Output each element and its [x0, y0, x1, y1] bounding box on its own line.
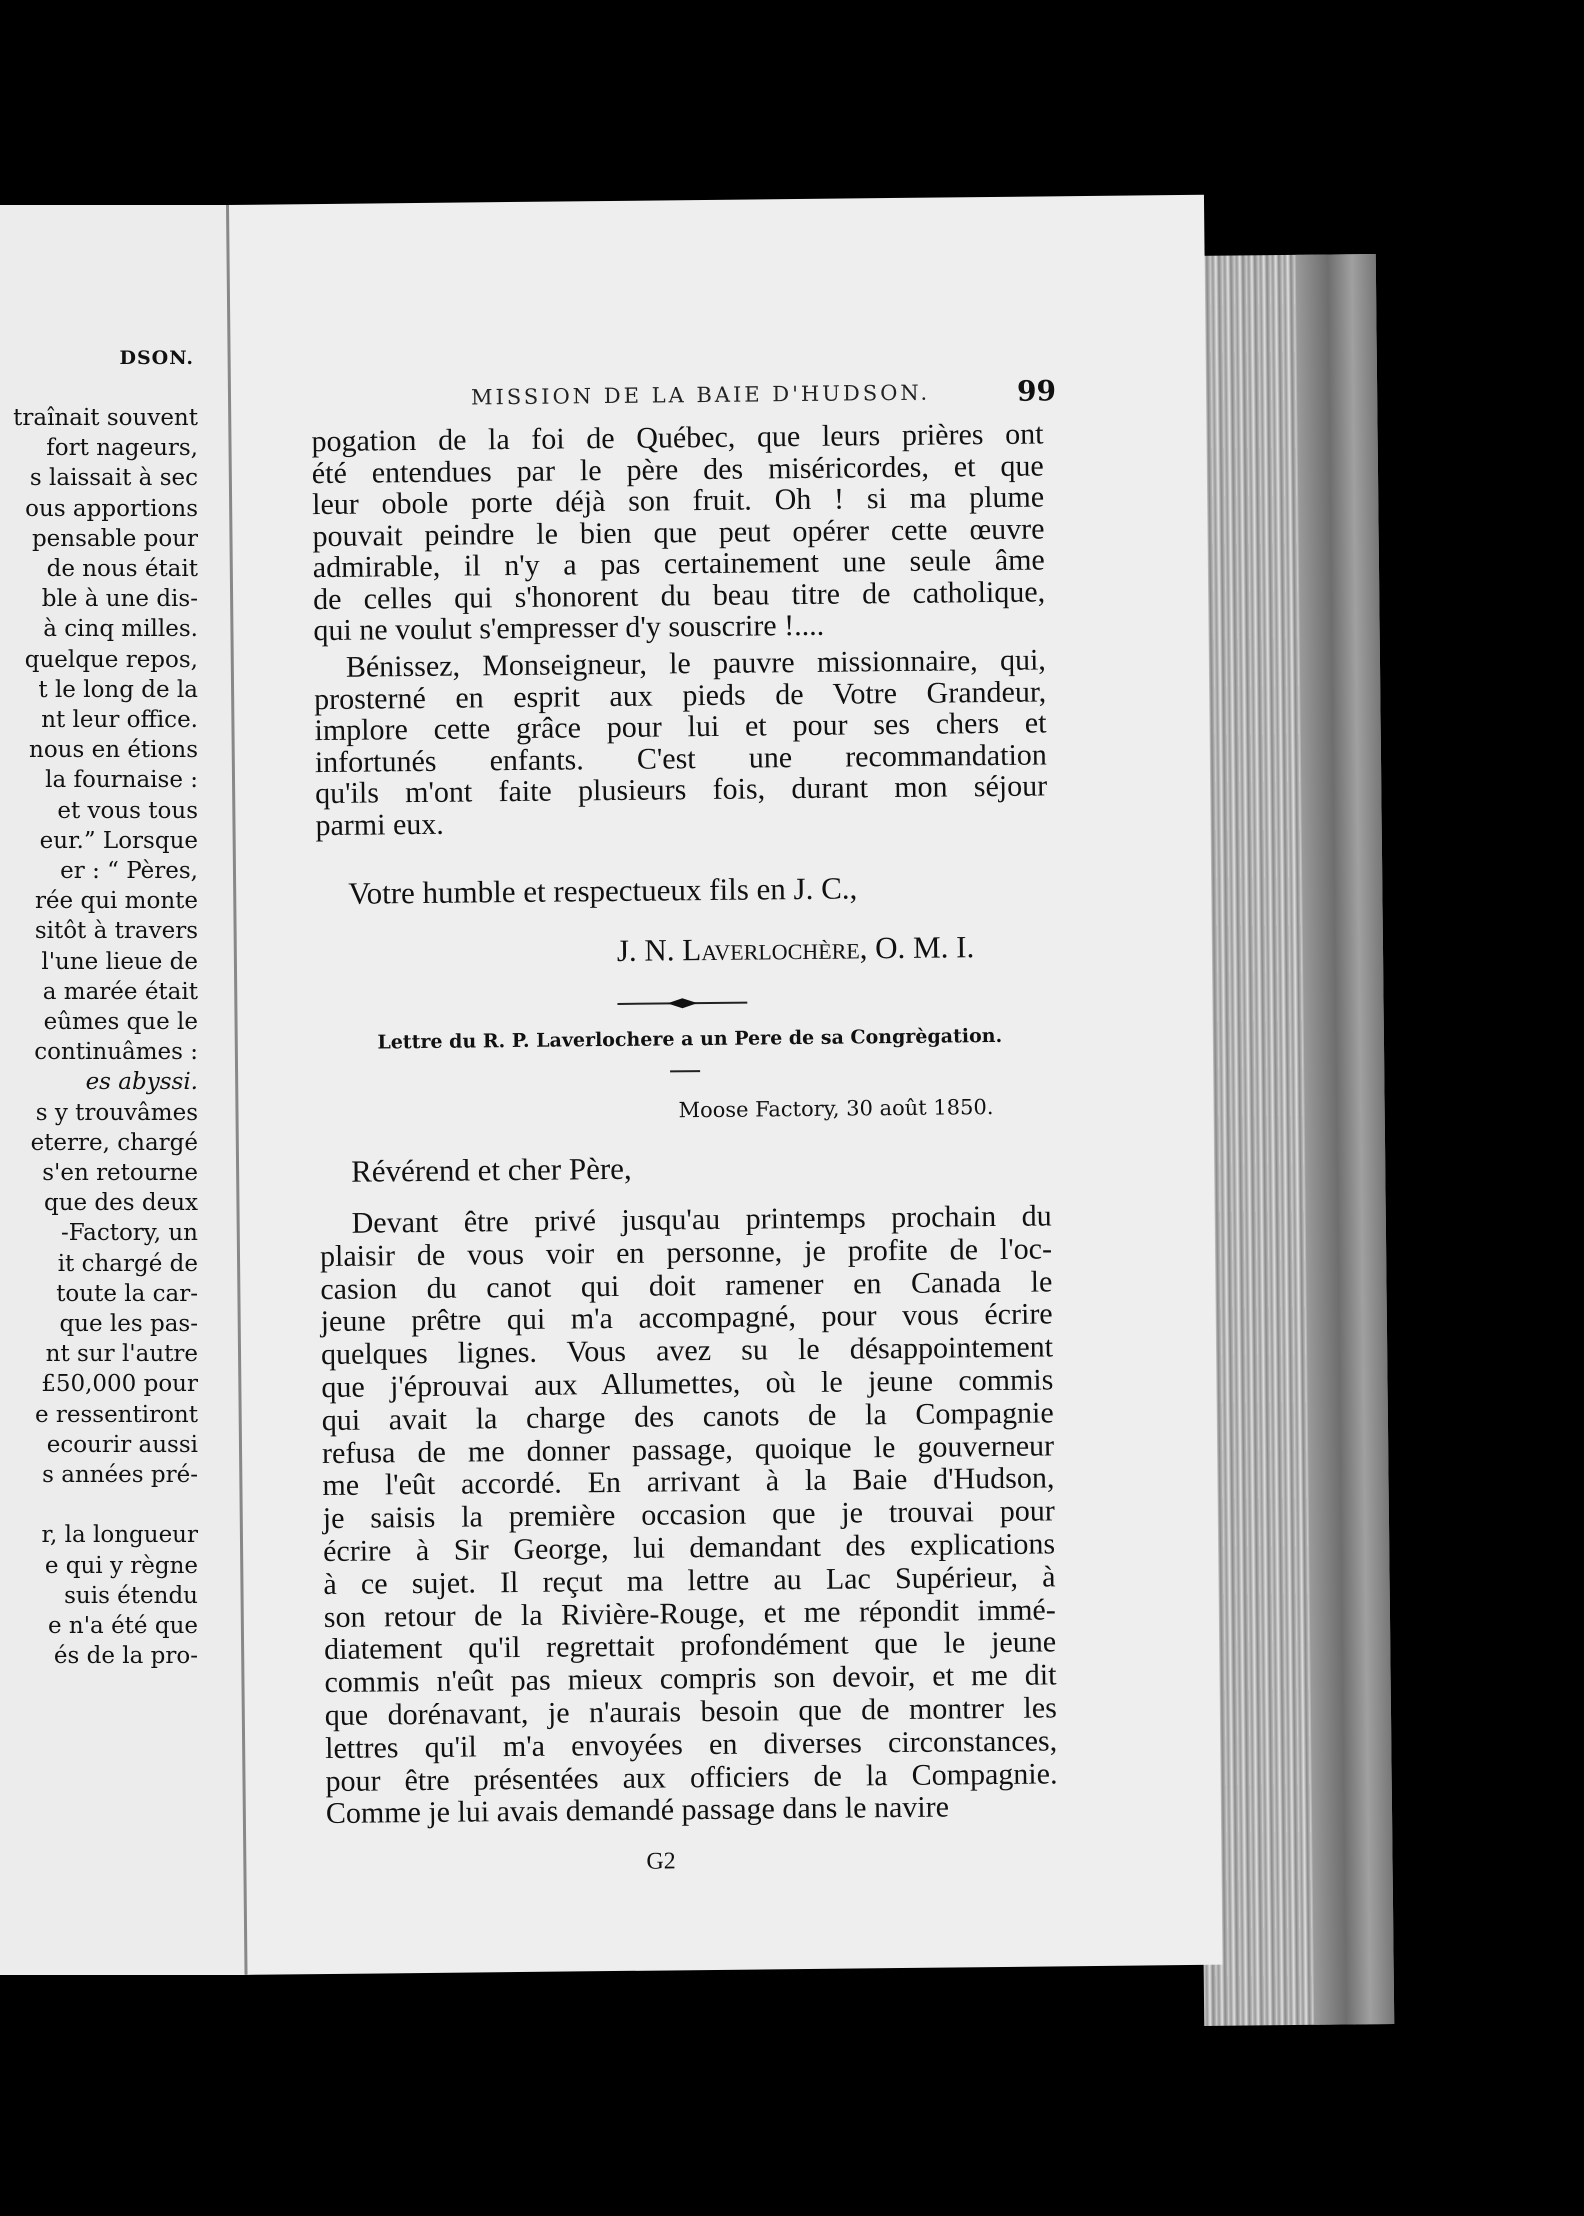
left-text-line: ous apportions	[25, 495, 198, 522]
short-rule	[670, 1070, 700, 1072]
page-number: 99	[1016, 374, 1057, 408]
left-text-line: s années pré-	[42, 1462, 198, 1488]
left-text-line: suis étendu	[64, 1582, 198, 1609]
left-text-line: rée qui monte	[34, 888, 198, 915]
left-text-line: ble à une dis-	[41, 586, 198, 613]
left-text-line: quelque repos,	[24, 646, 198, 673]
left-text-line: que les pas-	[59, 1311, 198, 1337]
text-line: plaisir de vous voir en personne, je profite de l'oc-	[319, 1232, 1053, 1273]
left-text-line: r, la longueur	[41, 1522, 198, 1549]
text-line: que j'éprouvai aux Allumettes, où le jeune commis	[321, 1363, 1054, 1405]
text-line: de celles qui s'honorent du beau titre de catholique,	[312, 574, 1046, 616]
text-line: pogation de la foi de Québec, que leurs prières ont	[311, 417, 1044, 459]
left-text-line: de nous était	[46, 556, 198, 582]
text-line: refusa de me donner passage, quoique le gouverneur	[321, 1428, 1055, 1470]
left-text-line: és de la pro-	[53, 1643, 198, 1670]
text-line: que dorénavant, je n'aurais besoin que de montrer les	[324, 1691, 1057, 1733]
left-text-line: a marée était	[42, 978, 198, 1005]
right-page	[226, 195, 1222, 1975]
left-text-line: s'en retourne	[42, 1160, 198, 1186]
text-line: diatement qu'il regrettait profondément que le jeune	[323, 1625, 1057, 1667]
left-text-line: eterre, chargé	[30, 1129, 198, 1156]
text-line: qui avait la charge des canots de la Compagnie	[321, 1396, 1054, 1437]
left-text-line: pensable pour	[31, 525, 198, 552]
left-text-line: es abyssi.	[85, 1069, 198, 1096]
left-text-line: e qui y règne	[44, 1552, 198, 1579]
text-line: qu'ils m'ont faite plusieurs fois, durant mon séjour	[314, 769, 1048, 811]
text-line: me l'eût accordé. En arrivant à la Baie d'Hudson,	[322, 1461, 1055, 1503]
left-text-line: e n'a été que	[47, 1613, 198, 1639]
text-line: pour être présentées aux officiers de la Compagnie.	[325, 1756, 1058, 1798]
left-text-line: la fournaise :	[45, 767, 198, 794]
left-text-line: fort nageurs,	[46, 435, 198, 462]
left-text-line: traînait souvent	[13, 405, 198, 431]
left-text-line: toute la car-	[56, 1280, 198, 1307]
text-line: écrire à Sir George, lui demandant des explications	[322, 1527, 1056, 1569]
left-text-line: nt sur l'autre	[45, 1341, 198, 1368]
text-line: Devant être privé jusqu'au printemps prochain du	[351, 1199, 1052, 1240]
left-text-line: à cinq milles.	[43, 616, 198, 643]
left-text-line: et vous tous	[57, 797, 198, 824]
text-line: casion du canot qui doit ramener en Canada le	[320, 1265, 1053, 1306]
text-line: lettres qu'il m'a envoyées en diverses circonstances,	[324, 1724, 1058, 1765]
left-text-line: er : “ Pères,	[60, 858, 198, 884]
left-text-line: it chargé de	[57, 1250, 198, 1277]
left-running-head: DSON.	[119, 347, 194, 369]
left-text-line: eur.” Lorsque	[39, 827, 198, 854]
left-text-line: sitôt à travers	[34, 918, 198, 945]
signature: J. N. Laverlochère, O. M. I.	[616, 929, 975, 968]
text-line: qui ne voulut s'empresser d'y souscrire !....	[313, 608, 825, 648]
text-line: commis n'eût pas mieux compris son devoir, et me dit	[324, 1658, 1057, 1700]
text-line: parmi eux.	[315, 807, 444, 842]
text-line: Comme je lui avais demandé passage dans le navire	[325, 1790, 950, 1831]
text-line: quelques lignes. Vous avez su le désappointement	[320, 1330, 1054, 1372]
left-text-line: continuâmes :	[34, 1039, 198, 1066]
text-line: implore cette grâce pour lui et pour ses chers et	[314, 706, 1047, 748]
left-text-line: t le long de la	[38, 676, 198, 703]
text-line: pouvait peindre le bien que peut opérer cette œuvre	[312, 511, 1045, 553]
left-page	[0, 205, 250, 1975]
dateline: Moose Factory, 30 août 1850.	[678, 1095, 994, 1123]
running-head: MISSION DE LA BAIE D'HUDSON.	[470, 380, 931, 410]
text-line: admirable, il n'y a pas certainement une seule âme	[312, 543, 1045, 585]
text-line: Bénissez, Monseigneur, le pauvre missionnaire, qui,	[345, 643, 1046, 684]
text-line: je saisis la première occasion que je trouvai pour	[322, 1494, 1055, 1536]
text-line: leur obole porte déjà son fruit. Oh ! si ma plume	[311, 480, 1045, 522]
left-text-line: l'une lieue de	[41, 948, 198, 975]
letter-title: Lettre du R. P. Laverlochere a un Pere de sa Congrègation.	[377, 1024, 1003, 1054]
left-text-line: s laissait à sec	[29, 465, 198, 492]
left-text-line: nous en étions	[29, 737, 198, 764]
signature-mark: G2	[646, 1848, 676, 1875]
text-line: prosterné en esprit aux pieds de Votre Grandeur,	[314, 674, 1047, 716]
ornament-rule	[617, 997, 747, 1010]
text-line: été entendues par le père des miséricordes, et que	[311, 448, 1044, 490]
left-text-line: que des deux	[43, 1190, 198, 1217]
text-line: son retour de la Rivière-Rouge, et me répondit immé-	[323, 1592, 1056, 1634]
left-text-line: ecourir aussi	[46, 1431, 198, 1458]
left-text-line: s y trouvâmes	[35, 1099, 198, 1126]
left-text-line: £50,000 pour	[41, 1371, 198, 1398]
text-line: à ce sujet. Il reçut ma lettre au Lac Supérieur, à	[323, 1560, 1056, 1601]
text-line: jeune prêtre qui m'a accompagné, pour vous écrire	[320, 1297, 1053, 1339]
left-text-line: -Factory, un	[60, 1220, 198, 1247]
left-text-line: eûmes que le	[43, 1009, 198, 1035]
left-text-line: e ressentiront	[34, 1401, 198, 1428]
text-line: infortunés enfants. C'est une recommandation	[314, 737, 1047, 779]
left-text-line: nt leur office.	[41, 707, 198, 733]
salutation: Révérend et cher Père,	[350, 1150, 632, 1189]
closing-line: Votre humble et respectueux fils en J. C.,	[348, 870, 858, 911]
